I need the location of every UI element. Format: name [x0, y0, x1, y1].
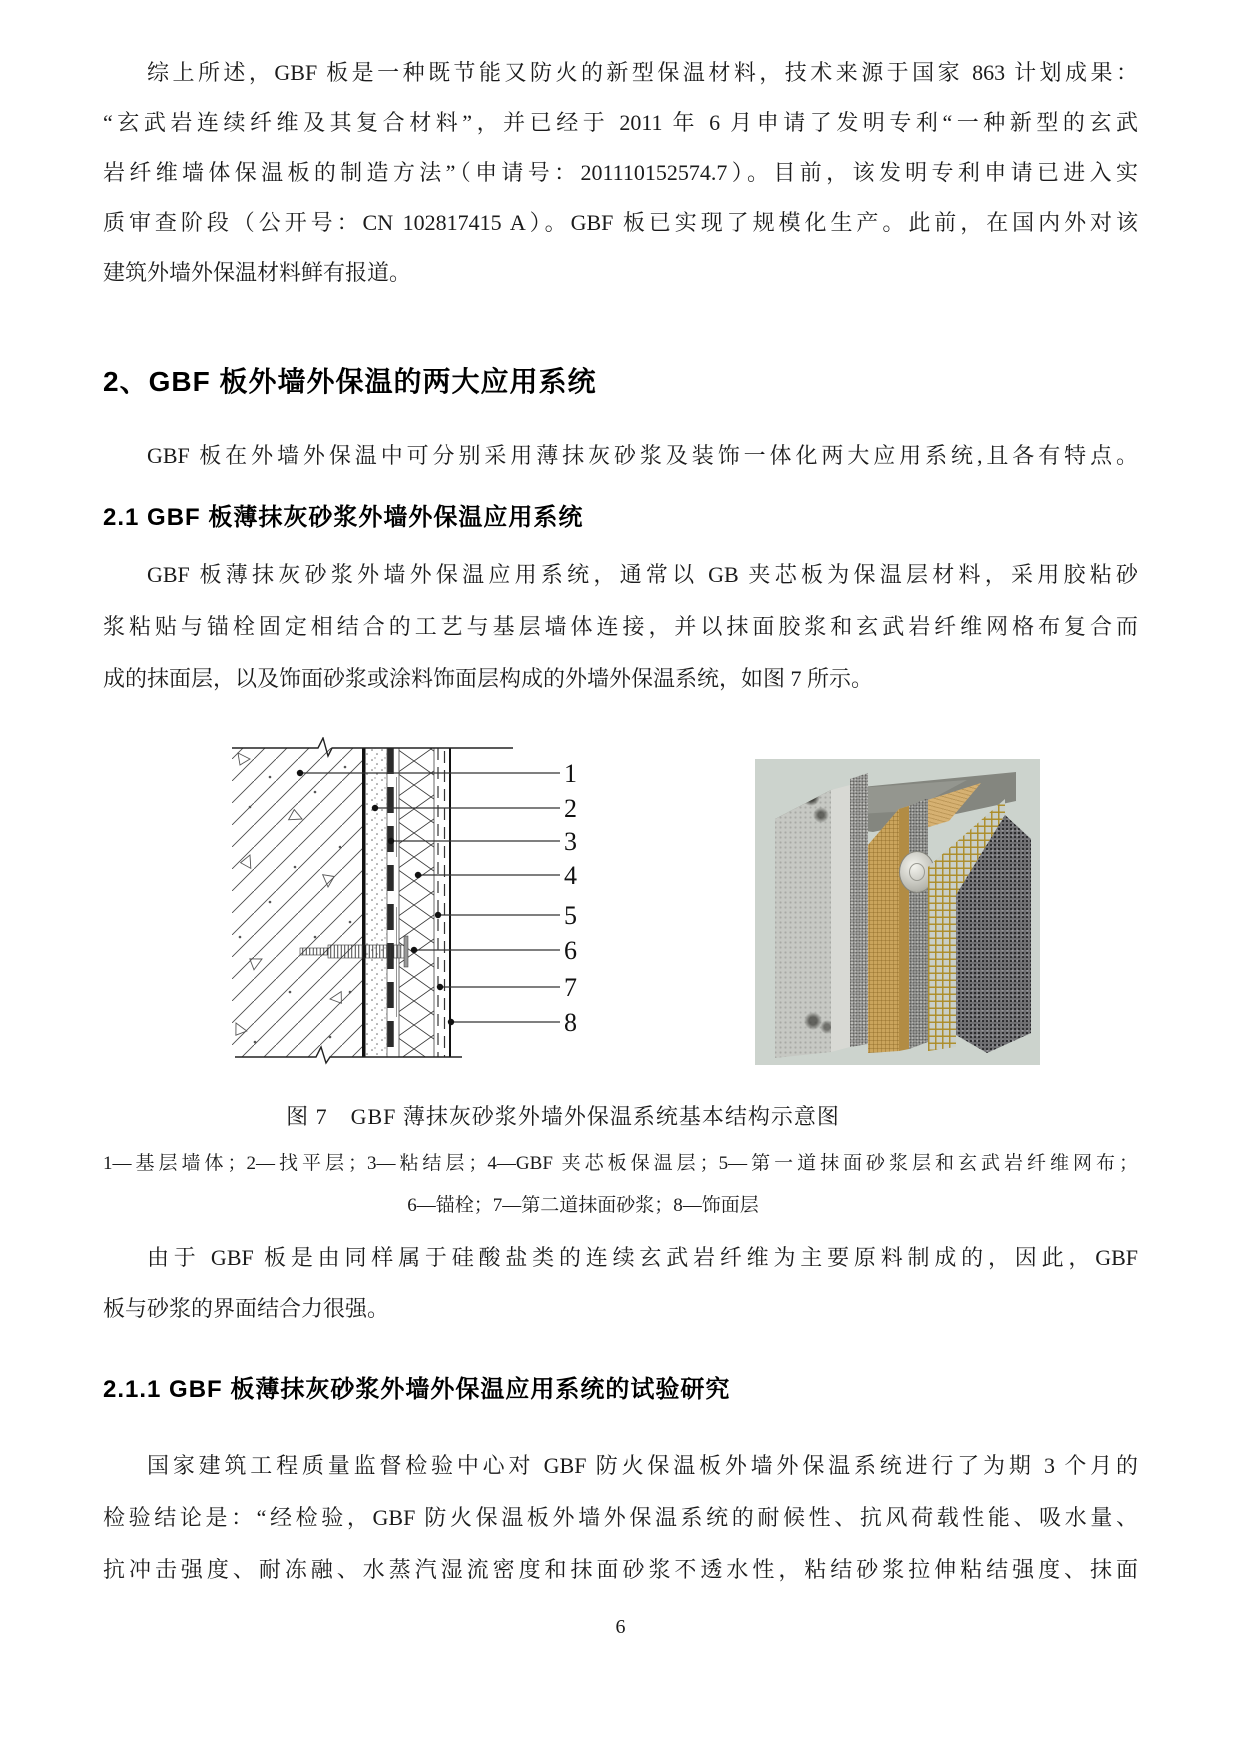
callout-numbers [564, 759, 577, 1037]
paragraph-line: 综上所述，GBF 板是一种既节能又防火的新型保温材料，技术来源于国家 863 计划成果： [147, 60, 1138, 85]
paragraph-line: 浆粘贴与锚栓固定相结合的工艺与基层墙体连接，并以抹面胶浆和玄武岩纤维网格布复合而 [103, 614, 1138, 639]
callout-number: 1 [564, 759, 577, 788]
callout-number: 5 [564, 901, 577, 930]
callout-number: 8 [564, 1008, 577, 1037]
base-wall-hatch [232, 748, 363, 1057]
paragraph-line: 成的抹面层，以及饰面砂浆或涂料饰面层构成的外墙外保温系统，如图 7 所示。 [103, 666, 874, 691]
paragraph-line: 建筑外墙外保温材料鲜有报道。 [103, 260, 412, 285]
paragraph-intro [103, 48, 1138, 298]
callout-number: 6 [564, 936, 577, 965]
paragraph-line: GBF 板在外墙外保温中可分别采用薄抹灰砂浆及装饰一体化两大应用系统,且各有特点。 [147, 443, 1138, 468]
callout-number: 3 [564, 827, 577, 856]
callout-number: 7 [564, 973, 577, 1002]
paragraph-line: 岩纤维墙体保温板的制造方法”（申请号：201110152574.7）。目前，该发明专利申请已进入实 [103, 160, 1138, 185]
figure-legend-line1: 1—基层墙体；2—找平层；3—粘结层；4—GBF 夹芯板保温层；5—第一道抹面砂浆层和玄武岩纤维网布； [103, 1153, 1138, 1174]
callout-number: 4 [564, 861, 577, 890]
figure-caption: 图 7 GBF 薄抹灰砂浆外墙外保温系统基本结构示意图 [286, 1104, 840, 1129]
paragraph-line: 板与砂浆的界面结合力很强。 [103, 1296, 390, 1321]
section-heading-2-1-1: 2.1.1 GBF 板薄抹灰砂浆外墙外保温应用系统的试验研究 [103, 1376, 731, 1403]
paragraph-line: 国家建筑工程质量监督检验中心对 GBF 防火保温板外墙外保温系统进行了为期 3 个月的 [147, 1453, 1138, 1478]
figure7-cross-section-diagram [210, 737, 580, 1067]
paragraph-bond-strength [103, 1232, 1138, 1334]
figure-legend-line2: 6—锚栓；7—第二道抹面砂浆；8—饰面层 [407, 1195, 759, 1216]
paragraph-line: 由于 GBF 板是由同样属于硅酸盐类的连续玄武岩纤维为主要原料制成的，因此，GBF [147, 1245, 1138, 1270]
figure7-3d-render [753, 735, 1043, 1065]
wall-layer-stack [362, 748, 451, 1057]
paragraph-test-research [103, 1440, 1138, 1596]
callout-number: 2 [564, 794, 577, 823]
paragraph-line: 质审查阶段（公开号：CN 102817415 A）。GBF 板已实现了规模化生产。此前，在国内外对该 [103, 210, 1138, 235]
paragraph-line: 检验结论是：“经检验，GBF 防火保温板外墙外保温系统的耐候性、抗风荷载性能、吸水量、 [103, 1505, 1138, 1530]
paragraph-line: 抗冲击强度、耐冻融、水蒸汽湿流密度和抹面砂浆不透水性，粘结砂浆拉伸粘结强度、抹面 [103, 1557, 1138, 1582]
section-heading-2: 2、GBF 板外墙外保温的两大应用系统 [103, 366, 597, 397]
paragraph-line: GBF 板薄抹灰砂浆外墙外保温应用系统，通常以 GB 夹芯板为保温层材料，采用胶粘砂 [147, 562, 1138, 587]
page-number: 6 [615, 1616, 626, 1638]
paragraph-two-systems [103, 431, 1138, 481]
section-heading-2-1: 2.1 GBF 板薄抹灰砂浆外墙外保温应用系统 [103, 504, 584, 531]
paragraph-system-description [103, 549, 1138, 705]
paragraph-line: “玄武岩连续纤维及其复合材料”，并已经于 2011 年 6 月申请了发明专利“一种新型的玄武 [103, 110, 1138, 135]
